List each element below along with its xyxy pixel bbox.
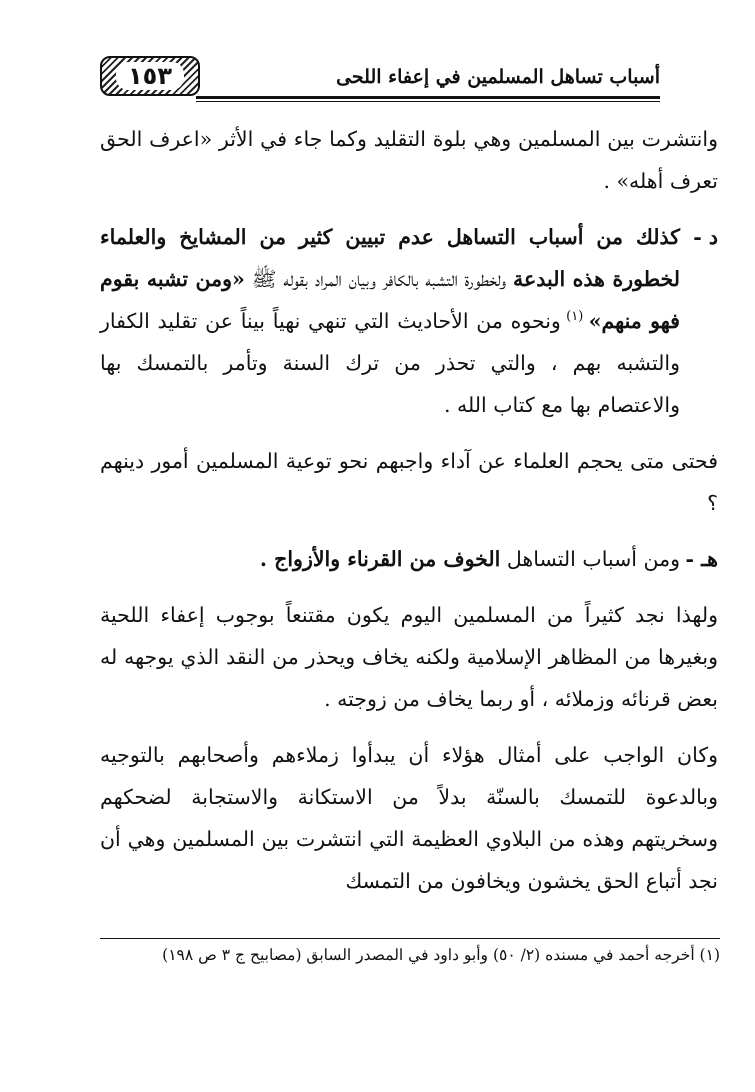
page-header [100,52,660,106]
body-text: ونحوه من الأحاديث التي تنهي نهياً بيناً عن تقليد الكفار والتشبه بهم ، والتي تحذر من ترك السنة وتأمر بالتمسك بها والاعتصام بها مع كتاب الله . [100,309,680,417]
footnote-rule [100,938,720,939]
hadith-quote: «ومن تشبه بقوم فهو منهم» [100,267,680,333]
body-text: ولخطورة التشبه بالكافر وبيان المراد بقوله ﷺ [244,267,514,291]
list-item-d-content [100,216,680,426]
list-item-h-content [100,538,680,580]
list-item-d [100,216,718,426]
list-marker-h: هـ - [685,547,718,571]
list-item-h [100,538,718,580]
emphasis-text: الخوف من القرناء والأزواج . [259,547,501,571]
paragraph-4: وكان الواجب على أمثال هؤلاء أن يبدأوا زملاءهم وأصحابهم بالتوجيه وبالدعوة للتمسك بالسنّة بدلاً من الاستكانة والاستجابة لضحكهم وسخريتهم وهذه من البلاوي العظيمة التي انتشرت بين المسلمين وهي أن نجد أتباع الحق يخشون ويخافون من التمسك [100,743,718,893]
body-text: ومن أسباب التساهل [500,547,680,571]
list-marker-d: د - [693,225,718,249]
paragraph-2: فحتى متى يحجم العلماء عن آداء واجبهم نحو توعية المسلمين أمور دينهم ؟ [100,449,718,515]
header-rule [196,96,660,99]
footnote: (١) أخرجه أحمد في مسنده (٢/ ٥٠) وأبو داود في المصدر السابق (مصابيح ج ٣ ص ١٩٨) [162,946,720,964]
page-number: ١٥٣ [116,62,184,90]
running-title: أسباب تساهل المسلمين في إعفاء اللحى [336,66,660,88]
paragraph-1: وانتشرت بين المسلمين وهي بلوة التقليد وكما جاء في الأثر «اعرف الحق تعرف أهله» . [100,127,718,193]
paragraph-3: ولهذا نجد كثيراً من المسلمين اليوم يكون مقتنعاً بوجوب إعفاء اللحية وبغيرها من المظاهر الإسلامية ولكنه يخاف ويحذر من النقد الذي يوجهه له بعض قرنائه وزملائه ، أو ربما يخاف من زوجته . [100,603,718,711]
page-body [100,118,718,916]
header-rule-thin [196,101,660,102]
footnote-ref: (١) [560,309,589,325]
page-number-badge [100,56,200,96]
emphasis-text: كذلك من أسباب التساهل عدم تبيين كثير من المشايخ والعلماء لخطورة هذه البدعة [100,225,680,291]
